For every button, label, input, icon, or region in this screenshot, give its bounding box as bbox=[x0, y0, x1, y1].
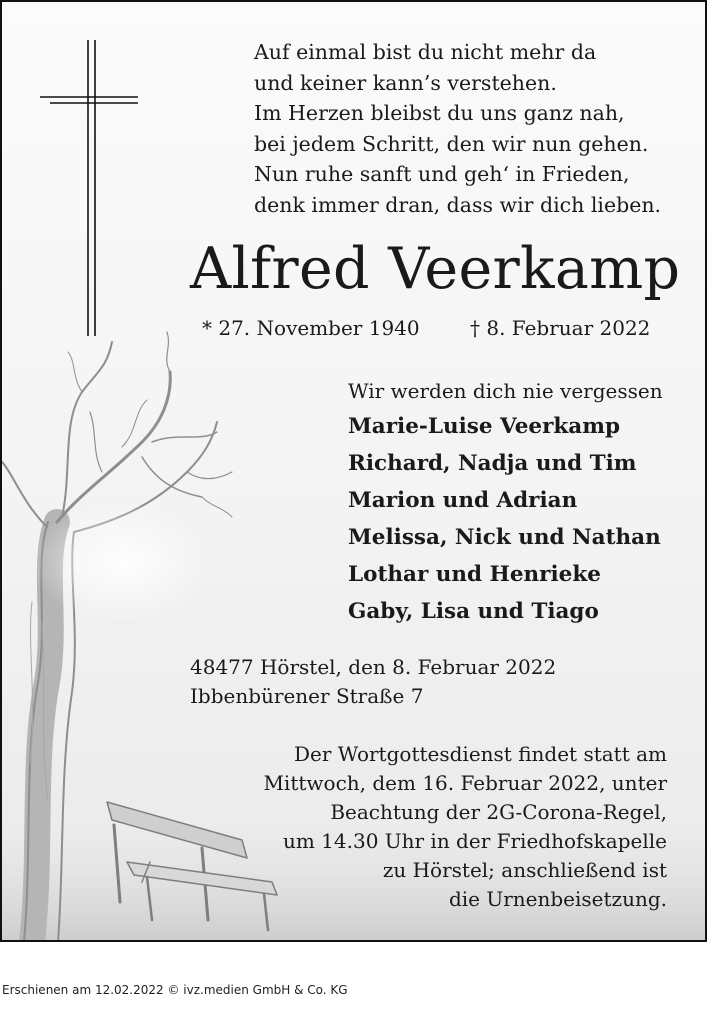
address-line: Ibbenbürener Straße 7 bbox=[190, 684, 424, 708]
mourners-intro: Wir werden dich nie vergessen bbox=[348, 379, 663, 403]
mourner-family: Richard, Nadja und Tim bbox=[348, 451, 637, 476]
service-line: Der Wortgottesdienst findet statt am bbox=[293, 742, 667, 766]
mourner-family: Melissa, Nick und Nathan bbox=[348, 525, 661, 550]
poem-line: und keiner kann’s verstehen. bbox=[254, 70, 557, 95]
service-line: zu Hörstel; anschließend ist bbox=[382, 858, 667, 882]
service-line: Mittwoch, dem 16. Februar 2022, unter bbox=[263, 771, 667, 795]
cross-icon bbox=[40, 40, 140, 340]
service-line: um 14.30 Uhr in der Friedhofskapelle bbox=[282, 829, 667, 853]
poem-line: bei jedem Schritt, den wir nun gehen. bbox=[254, 131, 649, 156]
mourner-family: Lothar und Henrieke bbox=[348, 562, 601, 587]
mourners-list bbox=[348, 374, 663, 630]
birth-date: * 27. November 1940 bbox=[202, 316, 420, 340]
service-info bbox=[263, 740, 667, 914]
address-line: 48477 Hörstel, den 8. Februar 2022 bbox=[190, 655, 557, 679]
poem-line: denk immer dran, dass wir dich lieben. bbox=[254, 192, 662, 217]
death-date: † 8. Februar 2022 bbox=[470, 316, 651, 340]
address-block bbox=[190, 653, 556, 711]
mourner-family: Gaby, Lisa und Tiago bbox=[348, 599, 599, 624]
mourner-family: Marion und Adrian bbox=[348, 488, 578, 513]
publication-footer: Erschienen am 12.02.2022 © ivz.medien GmbH & Co. KG bbox=[2, 983, 348, 997]
poem-line: Im Herzen bleibst du uns ganz nah, bbox=[254, 101, 625, 125]
service-line: die Urnenbeisetzung. bbox=[448, 887, 667, 911]
deceased-name: Alfred Veerkamp bbox=[190, 236, 681, 302]
poem-line: Nun ruhe sanft und geh‘ in Frieden, bbox=[254, 162, 630, 186]
poem-line: Auf einmal bist du nicht mehr da bbox=[254, 40, 597, 64]
mourner-family: Marie-Luise Veerkamp bbox=[348, 414, 621, 439]
poem bbox=[254, 37, 661, 220]
service-line: Beachtung der 2G-Corona-Regel, bbox=[330, 800, 667, 824]
